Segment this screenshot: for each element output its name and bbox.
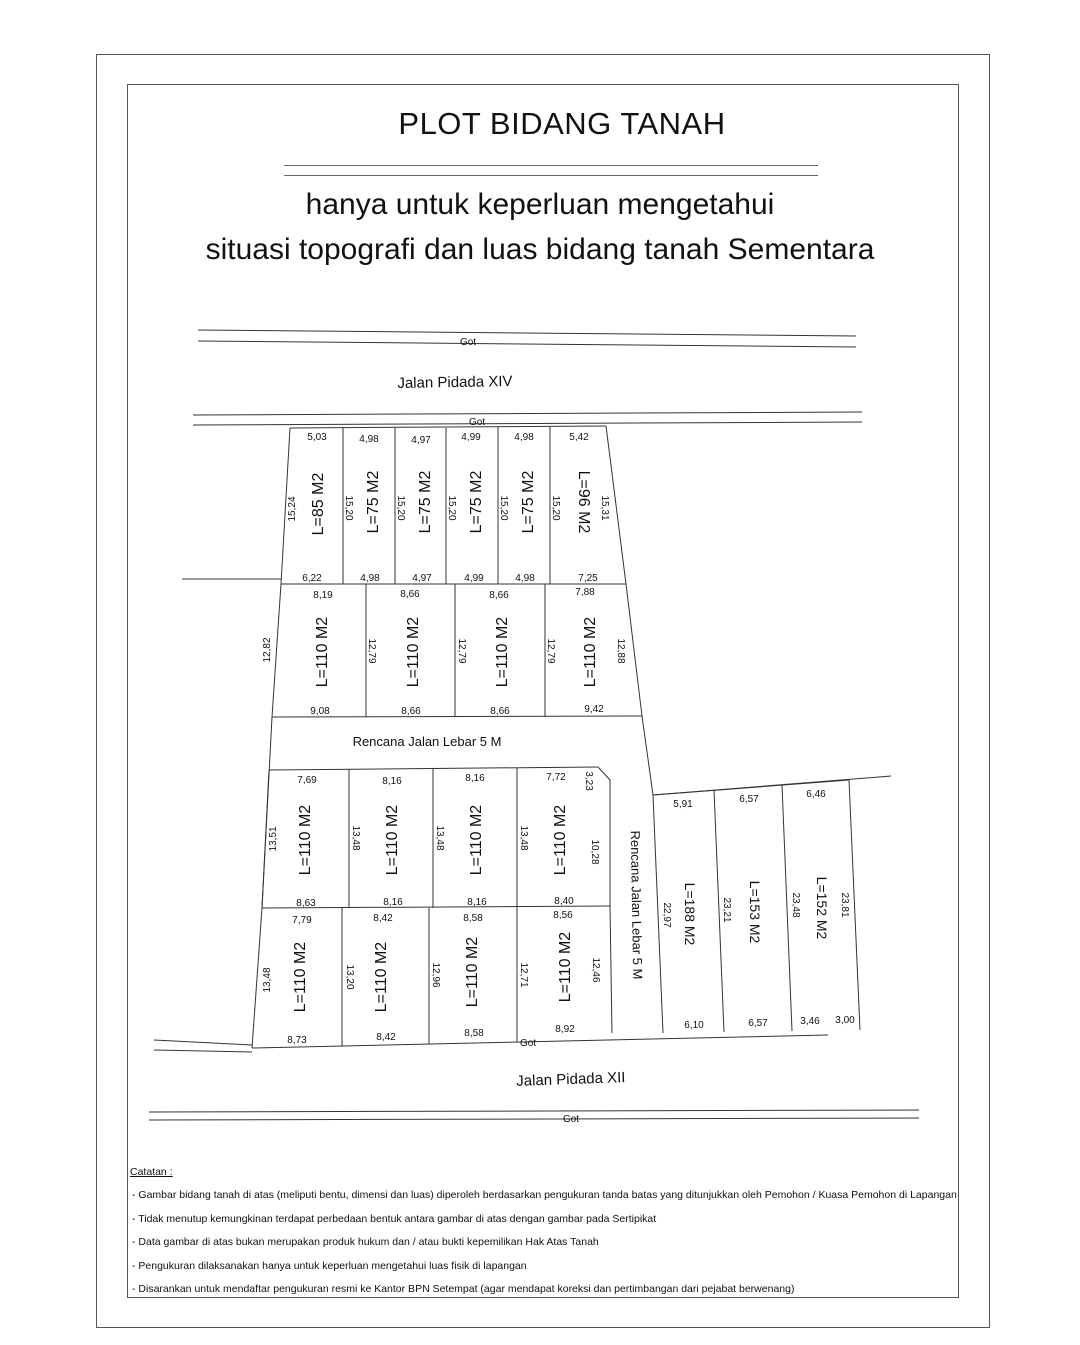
east-p2-area: L=153 M2 (747, 880, 763, 944)
row1-p4-bottom-dim: 4,99 (464, 573, 484, 584)
row2-p2-top-dim: 8,66 (400, 589, 420, 600)
row1-p5-bottom-dim: 4,98 (515, 573, 535, 584)
row4-p1-bottom-dim: 8,73 (287, 1035, 307, 1046)
got-label-2: Got (468, 417, 486, 428)
row2-p3-area: L=110 M2 (494, 616, 511, 688)
north-road-label: Jalan Pidada XIV (397, 372, 513, 393)
row1-p1-area: L=85 M2 (310, 472, 327, 536)
row3-east-edge (598, 767, 610, 906)
row4-p2-top-dim: 8,42 (373, 913, 393, 924)
note-item-4: - Pengukuran dilaksanakan hanya untuk keperluan mengetahui luas fisik di lapangan (132, 1259, 527, 1272)
east-p1-bottom-dim: 6,10 (684, 1020, 704, 1031)
south-gutter-line-2 (149, 1118, 919, 1120)
got-label-3: Got (519, 1038, 537, 1049)
row3-p1-bottom-dim: 8,63 (296, 898, 316, 909)
south-road-label: Jalan Pidada XII (515, 1069, 626, 1090)
east-p2-top-dim: 6,57 (739, 794, 759, 805)
row1-p3-bottom-dim: 4,97 (412, 573, 432, 584)
row4-p1-left-dim: 13,48 (262, 967, 273, 993)
row3-p2-area: L=110 M2 (384, 804, 401, 876)
north-gutter-line-1 (198, 330, 856, 336)
row1-p3-top-dim: 4,97 (411, 435, 431, 446)
east-p3-top-dim: 6,46 (806, 789, 826, 800)
note-item-3: - Data gambar di atas bukan merupakan produk hukum dan / atau bukti kepemilikan Hak Atas Tanah (132, 1236, 599, 1248)
row4-p2-left-dim: 13,20 (344, 964, 355, 990)
row1-p6-top-dim: 5,42 (569, 432, 589, 443)
north-road-edge-2 (193, 422, 862, 425)
note-item-5: - Disarankan untuk mendaftar pengukuran resmi ke Kantor BPN Setempat (agar mendapat koreksi dan pertimbangan dari pejabat berwenang) (132, 1283, 795, 1295)
east-p2-left-dim: 23,21 (721, 897, 732, 923)
east-p1-top-dim: 5,91 (673, 799, 693, 810)
row3-p1-left-dim: 13,51 (268, 826, 279, 852)
row2-p4-right-dim: 12,88 (615, 638, 626, 664)
row2-p4-bottom-dim: 9,42 (584, 704, 604, 715)
south-road-edge-main (252, 1035, 828, 1048)
east-p3-right-dim: 23,81 (839, 892, 850, 918)
row2-p4-left-dim: 12,79 (545, 638, 556, 664)
north-gutter-line-2 (198, 341, 856, 347)
row1-p4-left-dim: 15,20 (446, 495, 457, 521)
got-label-4: Got (562, 1114, 580, 1125)
row3-p3-left-dim: 13,48 (434, 825, 445, 851)
row1-p6-left-dim: 15,20 (550, 495, 561, 521)
row3-p3-top-dim: 8,16 (465, 773, 485, 784)
row1-p2-top-dim: 4,98 (359, 434, 379, 445)
row4-p1-top-dim: 7,79 (292, 915, 312, 926)
row3-p2-top-dim: 8,16 (382, 776, 402, 787)
row3-p4-right-dim: 10,28 (589, 839, 600, 865)
row4-p4-area: L=110 M2 (557, 931, 574, 1003)
row4-p3-area: L=110 M2 (464, 936, 481, 1008)
row2-p1-top-dim: 8,19 (313, 590, 333, 601)
row2-p1-area: L=110 M2 (314, 616, 331, 688)
row1-p6-bottom-dim: 7,25 (578, 573, 598, 584)
notes-heading: Catatan : (130, 1166, 173, 1178)
note-item-1: - Gambar bidang tanah di atas (meliputi bentu, dimensi dan luas) diperoleh berdasarkan pengukuran tanda batas yang ditunjukkan oleh Pemohon / Kuasa Pemohon di Lapangan (132, 1189, 957, 1201)
row4-p3-top-dim: 8,58 (463, 913, 483, 924)
east-p3-bottom2-dim: 3,00 (835, 1015, 855, 1026)
row1-p4-area: L=75 M2 (468, 470, 485, 534)
north-road-edge-1 (193, 412, 862, 415)
got-label-1: Got (459, 337, 477, 348)
row1-p1-bottom-dim: 6,22 (302, 573, 322, 584)
row3-p4-area: L=110 M2 (552, 804, 569, 876)
row2-p4-area: L=110 M2 (582, 616, 599, 688)
notes-section (130, 1166, 980, 1306)
row4-p2-bottom-dim: 8,42 (376, 1032, 396, 1043)
row1-p2-bottom-dim: 4,98 (360, 573, 380, 584)
row1-p3-left-dim: 15,20 (395, 495, 406, 521)
row4-east-edge (610, 906, 612, 1033)
row3-p4-bottom-dim: 8,40 (554, 896, 574, 907)
row1-p1-left-dim: 15,24 (287, 496, 298, 522)
row4-p4-left-dim: 12,71 (518, 962, 529, 988)
east-p3-left-dim: 23,48 (790, 892, 801, 918)
plan-road-horizontal-label: Rencana Jalan Lebar 5 M (352, 734, 502, 749)
row2-p1-left-dim: 12,82 (262, 637, 273, 663)
plan-road-vertical-label: Rencana Jalan Lebar 5 M (627, 830, 646, 980)
row1-p5-top-dim: 4,98 (514, 432, 534, 443)
row4-p3-bottom-dim: 8,58 (464, 1028, 484, 1039)
row2-p3-bottom-dim: 8,66 (490, 706, 510, 717)
east-p2-bottom-dim: 6,57 (748, 1018, 768, 1029)
note-item-2: - Tidak menutup kemungkinan terdapat perbedaan bentuk antara gambar di atas dengan gambar pada Sertipikat (132, 1212, 657, 1225)
row1-p2-left-dim: 15,20 (343, 495, 354, 521)
row4-p4-top-dim: 8,56 (553, 910, 573, 921)
south-gutter-line-1 (149, 1110, 919, 1112)
row4-p2-area: L=110 M2 (373, 941, 390, 1013)
row2-p2-left-dim: 12,79 (366, 638, 377, 664)
row4-p1-area: L=110 M2 (292, 941, 309, 1013)
row3-p1-area: L=110 M2 (297, 804, 314, 876)
row4-p4-bottom-dim: 8,92 (555, 1024, 575, 1035)
row3-p2-left-dim: 13,48 (350, 825, 361, 851)
row2-p3-top-dim: 8,66 (489, 590, 509, 601)
row1-p3-area: L=75 M2 (417, 470, 434, 534)
row1-p6-area: L=96 M2 (575, 470, 592, 534)
east-p3-bottom-dim: 3,46 (800, 1016, 820, 1027)
row3-p3-area: L=110 M2 (468, 804, 485, 876)
row4-p4-right-dim: 12,46 (590, 957, 601, 983)
row3-p4-corner-dim: 3,23 (583, 771, 594, 791)
row2-p1-bottom-dim: 9,08 (310, 706, 330, 717)
row2-p2-area: L=110 M2 (405, 616, 422, 688)
east-p3-area: L=152 M2 (814, 876, 830, 940)
row3-p4-top-dim: 7,72 (546, 772, 566, 783)
row2-p4-top-dim: 7,88 (575, 587, 595, 598)
row1-p6-right-dim: 15,31 (599, 495, 610, 521)
row4-p3-left-dim: 12,96 (430, 962, 441, 988)
row1-p4-top-dim: 4,99 (461, 432, 481, 443)
east-boundary-north (606, 426, 642, 716)
row1-p2-area: L=75 M2 (365, 470, 382, 534)
south-road-edge-west-2 (154, 1050, 252, 1052)
east-p1-area: L=188 M2 (682, 882, 698, 946)
row1-p5-left-dim: 15,20 (498, 495, 509, 521)
row3-p4-left-dim: 13,48 (518, 825, 529, 851)
row1-p1-top-dim: 5,03 (307, 432, 327, 443)
south-road-edge-west (154, 1040, 252, 1045)
subtitle-line-1: hanya untuk keperluan mengetahui (305, 188, 775, 221)
row1-p5-area: L=75 M2 (520, 470, 537, 534)
east-p1-left-dim: 22,97 (661, 902, 672, 928)
east-road-edge (642, 716, 653, 795)
row2-p2-bottom-dim: 8,66 (401, 706, 421, 717)
row3-p1-top-dim: 7,69 (297, 775, 317, 786)
west-boundary (252, 428, 290, 1048)
row3-p3-bottom-dim: 8,16 (467, 897, 487, 908)
row2-p3-left-dim: 12,79 (456, 638, 467, 664)
page-title: PLOT BIDANG TANAH (398, 106, 726, 141)
row3-p2-bottom-dim: 8,16 (383, 897, 403, 908)
row1-top-line (290, 426, 606, 428)
subtitle-line-2: situasi topografi dan luas bidang tanah Sementara (205, 233, 875, 266)
